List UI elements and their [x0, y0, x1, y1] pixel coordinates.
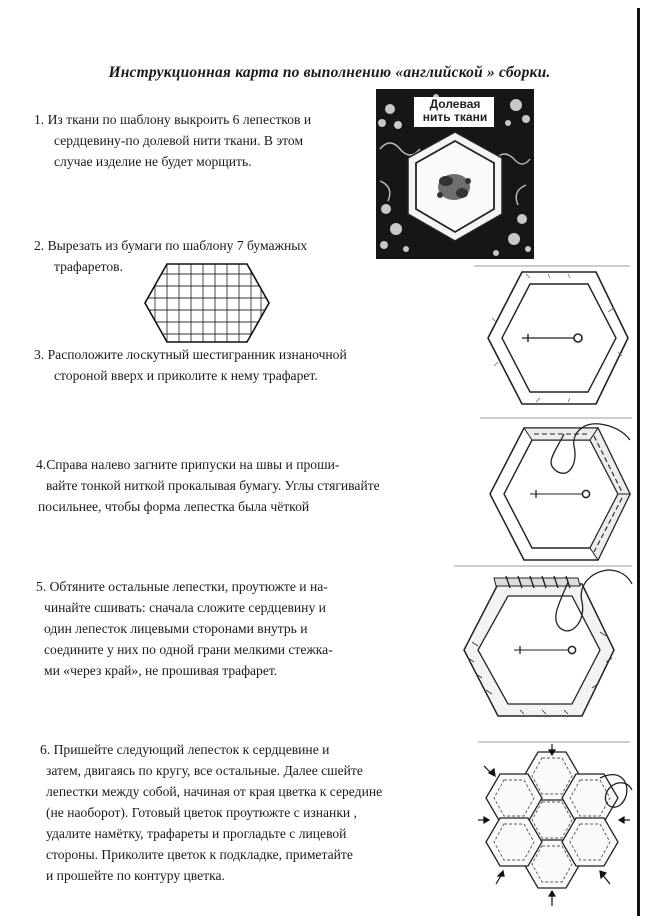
step-6-line-2: затем, двигаясь по кругу, все остальные. Далее сшейте — [46, 763, 363, 778]
step-5-line-3: один лепесток лицевыми сторонами внутрь и — [44, 621, 308, 636]
step-4-line-3: посильнее, чтобы форма лепестка была чёткой — [38, 499, 310, 514]
step-6-line-6: стороны. Приколите цветок к подкладке, приметайте — [46, 847, 353, 862]
step-1-line-2: сердцевину-по долевой нити ткани. В этом — [54, 133, 304, 148]
step-4-line-1: 4.Справа налево загните припуски на швы и проши- — [36, 457, 340, 472]
step-1-line-1: 1. Из ткани по шаблону выкроить 6 лепестков и — [34, 112, 312, 127]
step-2-line-1: 2. Вырезать из бумаги по шаблону 7 бумажных — [34, 238, 308, 253]
grain-label-line-1: Долевая — [429, 97, 481, 111]
grain-label-line-2: нить ткани — [422, 110, 488, 124]
step-6-line-5: удалите намётку, трафареты и прогладьте с лицевой — [46, 826, 347, 841]
scan-edge-line — [637, 8, 640, 916]
step-5-line-2: чинайте сшивать: сначала сложите сердцевину и — [44, 600, 326, 615]
figure-assembled-flower — [470, 738, 634, 918]
step-3-line-1: 3. Расположите лоскутный шестигранник изнаночной — [34, 347, 347, 362]
step-6 — [40, 739, 382, 886]
step-1 — [34, 109, 311, 172]
step-4-line-2: вайте тонкой ниткой прокалывая бумагу. Углы стягивайте — [46, 478, 380, 493]
figure-fabric-hexagon — [376, 89, 534, 259]
step-6-line-3: лепестки между собой, начиная от края цветка к середине — [46, 784, 383, 799]
grain-label — [416, 98, 494, 124]
figure-basting-allowances — [474, 414, 634, 566]
step-6-line-4: (не наоборот). Готовый цветок проутюжте с изнанки , — [46, 805, 358, 820]
step-6-line-1: 6. Пришейте следующий лепесток к сердцевине и — [40, 742, 330, 757]
step-5-line-4: соедините у них по одной грани мелкими стежка- — [44, 642, 333, 657]
step-6-line-7: и прошейте по контуру цветка. — [46, 868, 225, 883]
step-5-line-1: 5. Обтяните остальные лепестки, проутюжте и на- — [36, 579, 328, 594]
step-2-line-2: трафаретов. — [54, 259, 123, 274]
page-title: Инструкционная карта по выполнению «английской » сборки. — [108, 64, 551, 81]
figure-whip-stitch — [450, 562, 634, 722]
step-3 — [34, 344, 347, 386]
step-5-line-5: ми «через край», не прошивая трафарет. — [44, 663, 278, 678]
step-4 — [36, 454, 380, 517]
figure-pinned-template — [470, 262, 632, 412]
step-1-line-3: случае изделие не будет морщить. — [54, 154, 252, 169]
figure-paper-template — [143, 262, 271, 344]
step-5 — [36, 576, 333, 681]
step-3-line-2: стороной вверх и приколите к нему трафарет. — [54, 368, 318, 383]
